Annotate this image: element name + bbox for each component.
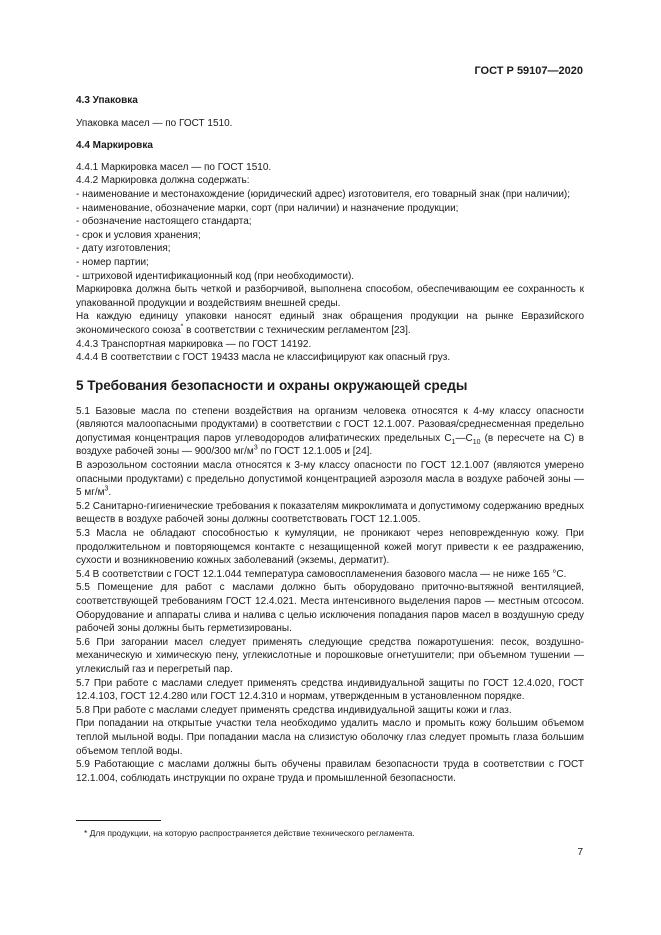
page-content: [76, 94, 584, 785]
clause-5-1-aerosol: [76, 459, 584, 500]
clause-5-2: 5.2 Санитарно-гигиенические требования к показателям микроклимата и допустимому содержанию вредных веществ в воздухе рабочей зоны должны соответствовать ГОСТ 12.1.005.: [76, 500, 584, 526]
clause-4-4-3: 4.4.3 Транспортная маркировка — по ГОСТ 14192.: [76, 338, 312, 350]
clause-5-9: 5.9 Работающие с маслами должны быть обучены правилам безопасности труда в соответствии с ГОСТ 12.1.004, соблюдать инструкции по охране труда и промышленной безопасности.: [76, 759, 584, 784]
section-4-3-heading: 4.3 Упаковка: [76, 95, 138, 106]
clause-5-8-contact: При попадании на открытые участки тела необходимо удалить масло и промыть кожу большим объемом теплой мыльной воды. При попадании масла на слизистую оболочку глаз следует промыть глаза большим объемом теплой воды.: [76, 718, 584, 757]
section-5-heading: 5 Требования безопасности и охраны окружающей среды: [76, 377, 468, 393]
standard-code: ГОСТ Р 59107—2020: [474, 65, 583, 77]
marking-item: - обозначение настоящего стандарта;: [76, 216, 252, 228]
clause-5-1: [76, 405, 584, 459]
marking-item: - номер партии;: [76, 256, 149, 268]
eac-sign-text-b: в соответствии с техническим регламентом [23].: [183, 324, 411, 336]
clause-5-7: 5.7 При работе с маслами следует применять средства индивидуальной защиты по ГОСТ 12.4.020, ГОСТ 12.4.103, ГОСТ 12.4.280 или ГОСТ 12.4.310 и нормам, утвержденным в установленном порядке.: [76, 677, 584, 703]
footnote-marker: *: [180, 323, 184, 331]
marking-item: - срок и условия хранения;: [76, 229, 201, 241]
clause-4-4-2: 4.4.2 Маркировка должна содержать:: [76, 175, 250, 187]
clause-5-3: 5.3 Масла не обладают способностью к кумуляции, не проникают через неповрежденную кожу. При продолжительном и повторяющемся контакте с незащищенной кожей могут привести к ее раздражению, сухости и возникновению кожных заболеваний (экземы, дерматит).: [76, 528, 584, 567]
clause-5-4: 5.4 В соответствии с ГОСТ 12.1.044 температура самовоспламенения базового масла — не ниже 165 °С.: [76, 568, 567, 580]
subscript: 1: [451, 438, 456, 446]
section-4-4-heading: 4.4 Маркировка: [76, 140, 153, 152]
marking-clarity-paragraph: Маркировка должна быть четкой и разборчивой, выполнена способом, обеспечивающим ее сохранность к упакованной продукции и воздействиям внешней среды.: [76, 284, 584, 309]
eac-sign-paragraph: [76, 310, 584, 337]
superscript: 3: [253, 445, 258, 453]
page-number: 7: [577, 847, 583, 858]
marking-item: - штриховой идентификационный код (при необходимости).: [76, 270, 355, 282]
clause-5-1-text: 5.1 Базовые масла по степени воздействия на организм человека относятся к 4-му классу опасности (являются малоопасными продуктами) в соответствии с ГОСТ 12.1.007. Разовая/среднесменная предельно допустимая концентрация паров углеводородов алифатических предельных С: [76, 405, 584, 444]
marking-item: - наименование, обозначение марки, сорт (при наличии) и назначение продукции;: [76, 202, 459, 214]
subscript: 10: [472, 438, 481, 446]
marking-item: - наименование и местонахождение (юридический адрес) изготовителя, его товарный знак (при наличии);: [76, 188, 571, 200]
clause-5-8: 5.8 При работе с маслами следует применять средства индивидуальной защиты кожи и глаз.: [76, 704, 512, 716]
clause-5-5: 5.5 Помещение для работ с маслами должно быть оборудовано приточно-вытяжной вентиляцией, соответствующей требованиям ГОСТ 12.4.021. Места интенсивного выделения паров — местным отсосом. Оборудование и аппараты слива и налива с целью исключения попадания паров масел в воздушную среду рабочей зоны должны быть герметизированы.: [76, 582, 584, 635]
clause-5-1-text: (в пересчете на С) в воздухе рабочей зоны — 900/300 мг/м: [76, 432, 584, 458]
section-4-3-text: Упаковка масел — по ГОСТ 1510.: [76, 117, 233, 129]
clause-4-4-4: 4.4.4 В соответствии с ГОСТ 19433 масла не классифицируют как опасный груз.: [76, 352, 451, 364]
marking-item: - дату изготовления;: [76, 243, 171, 255]
clause-5-1-text: —С: [455, 432, 473, 444]
clause-4-4-1: 4.4.1 Маркировка масел — по ГОСТ 1510.: [76, 161, 272, 173]
footnote-divider: [76, 820, 161, 821]
clause-5-1-aerosol-text: В аэрозольном состоянии масла относятся к 3-му классу опасности по ГОСТ 12.1.007 (являются умерено опасными продуктами) с предельно допустимой концентрацией аэрозоля масла в воздухе рабочей зоны — 5 мг/м: [76, 460, 584, 499]
clause-5-1-aerosol-text: .: [108, 487, 112, 499]
eac-sign-text-a: На каждую единицу упаковки наносят единый знак обращения продукции на рынке Евразийского экономического союза: [76, 311, 584, 336]
clause-5-1-text: по ГОСТ 12.1.005 и [24].: [257, 446, 373, 458]
superscript: 3: [104, 485, 109, 493]
clause-5-6: 5.6 При загорании масел следует применять следующие средства пожаротушения: песок, воздушно-механическую и химическую пену, углекислотные и порошковые огнетушители; при объемном тушении — углекислый газ и перегретый пар.: [76, 636, 584, 675]
footnote: * Для продукции, на которую распространяется действие технического регламента.: [84, 828, 415, 838]
